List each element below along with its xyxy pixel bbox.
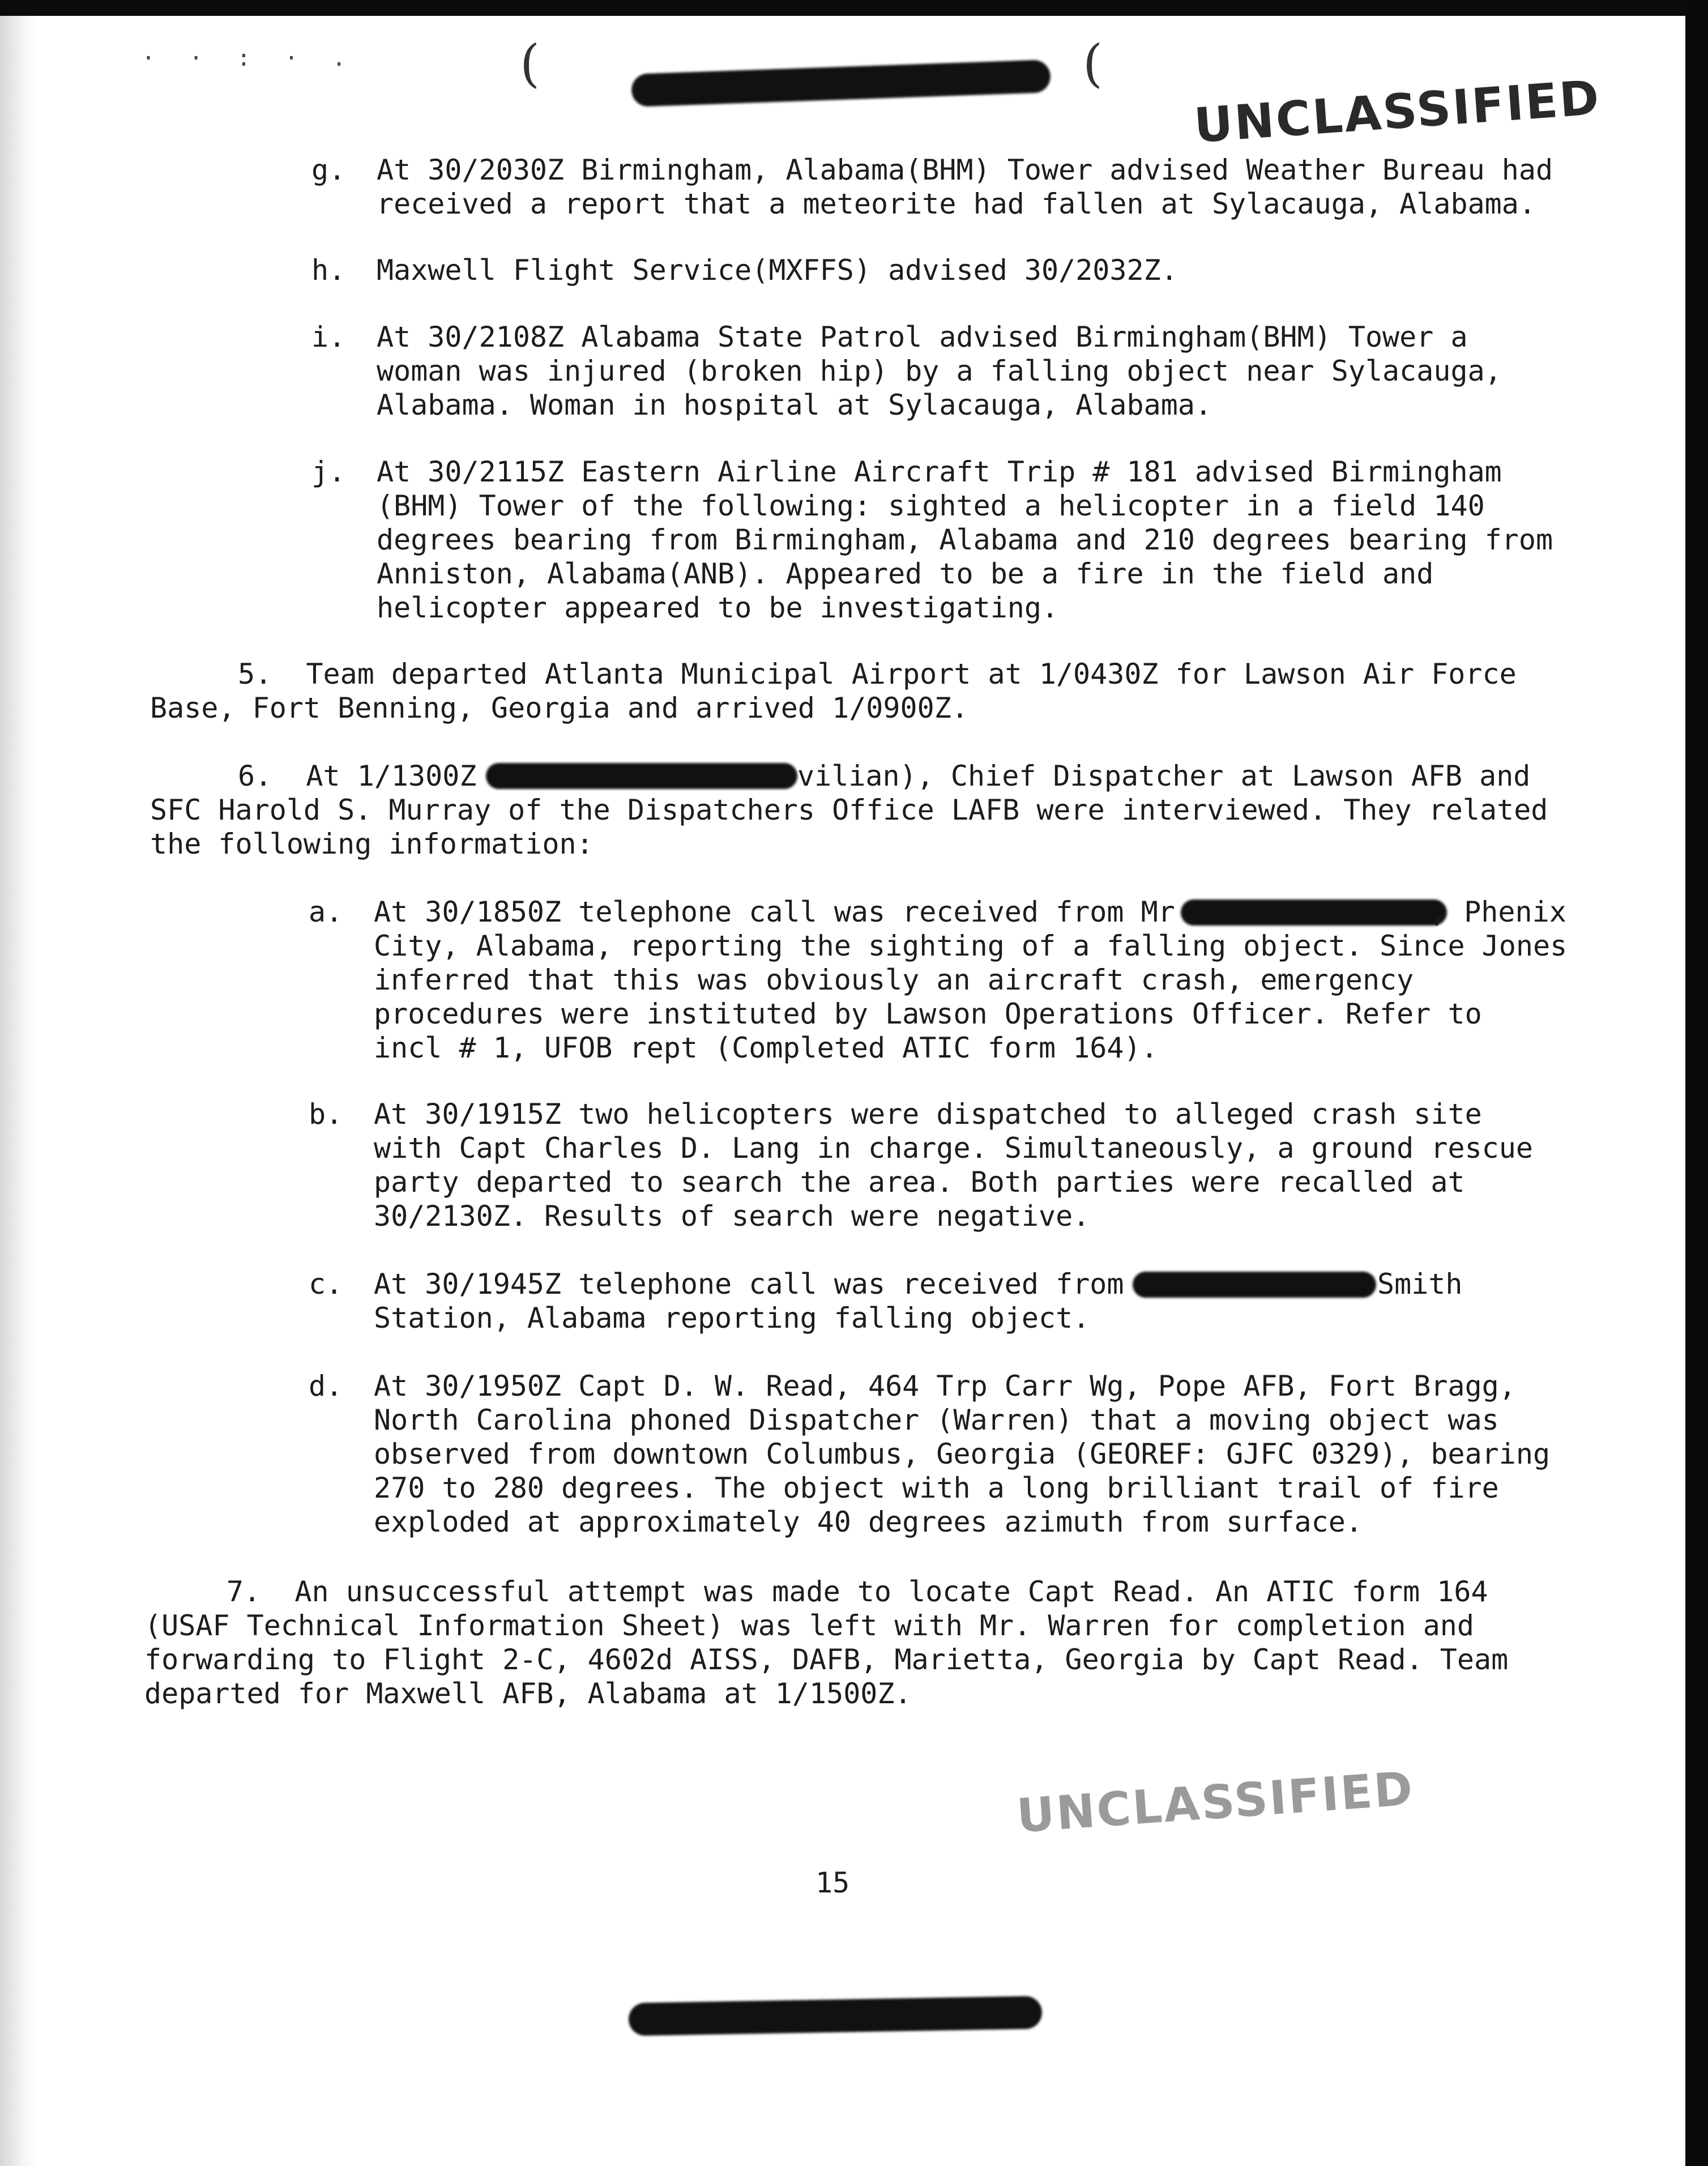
- scan-left-shadow: [0, 16, 40, 2166]
- item-6d-line-2: North Carolina phoned Dispatcher (Warren) that a moving object was: [374, 1404, 1499, 1436]
- item-j-line-3: degrees bearing from Birmingham, Alabama and 210 degrees bearing from: [377, 523, 1553, 556]
- item-i-label: i.: [311, 321, 346, 353]
- item-6a-line-3: inferred that this was obviously an aircraft crash, emergency: [374, 963, 1414, 996]
- para-7-line-1: 7. An unsuccessful attempt was made to locate Capt Read. An ATIC form 164: [227, 1575, 1488, 1608]
- item-6b-line-4: 30/2130Z. Results of search were negative.: [374, 1200, 1090, 1233]
- item-h-line-1: Maxwell Flight Service(MXFFS) advised 30/2032Z.: [377, 254, 1178, 287]
- page-number: 15: [815, 1866, 850, 1899]
- para-6-line-1-start: 6. At 1/1300Z: [238, 760, 477, 792]
- item-i-line-2: woman was injured (broken hip) by a falling object near Sylacauga,: [377, 355, 1502, 387]
- item-6b-line-3: party departed to search the area. Both parties were recalled at: [374, 1166, 1465, 1199]
- item-6b-line-2: with Capt Charles D. Lang in charge. Simultaneously, a ground rescue: [374, 1132, 1533, 1165]
- item-6c-name-redaction: [1133, 1272, 1376, 1298]
- para-6-line-2: SFC Harold S. Murray of the Dispatchers Office LAFB were interviewed. They related: [150, 794, 1548, 826]
- item-6a-line-1-start: At 30/1850Z telephone call was received from Mr: [374, 896, 1175, 928]
- scan-right-border: [1685, 0, 1708, 2166]
- para-7-line-2: (USAF Technical Information Sheet) was left with Mr. Warren for completion and: [144, 1609, 1474, 1642]
- item-6b-line-1: At 30/1915Z two helicopters were dispatched to alleged crash site: [374, 1098, 1482, 1131]
- item-6d-line-5: exploded at approximately 40 degrees azimuth from surface.: [374, 1506, 1363, 1538]
- item-6a-line-1-end: , Phenix: [1430, 896, 1566, 928]
- item-j-line-5: helicopter appeared to be investigating.: [377, 591, 1059, 624]
- stamp-unclassified-bottom: UNCLASSIFIED: [1015, 1762, 1416, 1844]
- scan-specks: · · : · .: [142, 45, 356, 71]
- para-7-line-4: departed for Maxwell AFB, Alabama at 1/1500Z.: [144, 1677, 912, 1710]
- item-j-label: j.: [311, 455, 346, 488]
- item-6c-line-1-end: Smith: [1377, 1268, 1463, 1301]
- para-6-line-3: the following information:: [150, 828, 593, 860]
- top-left-paren: (: [520, 34, 540, 93]
- item-j-line-2: (BHM) Tower of the following: sighted a helicopter in a field 140: [377, 489, 1485, 522]
- item-g-line-2: received a report that a meteorite had fallen at Sylacauga, Alabama.: [377, 187, 1536, 220]
- top-classification-redaction: [631, 59, 1051, 107]
- item-6d-label: d.: [309, 1370, 343, 1402]
- para-7-line-3: forwarding to Flight 2-C, 4602d AISS, DAFB, Marietta, Georgia by Capt Read. Team: [144, 1643, 1509, 1676]
- item-6d-line-1: At 30/1950Z Capt D. W. Read, 464 Trp Carr Wg, Pope AFB, Fort Bragg,: [374, 1370, 1516, 1402]
- item-6a-line-4: procedures were instituted by Lawson Operations Officer. Refer to: [374, 997, 1482, 1030]
- item-i-line-3: Alabama. Woman in hospital at Sylacauga, Alabama.: [377, 389, 1212, 421]
- item-6c-line-1-start: At 30/1945Z telephone call was received from: [374, 1268, 1124, 1301]
- para-6-line-1-end: vilian), Chief Dispatcher at Lawson AFB and: [797, 760, 1531, 792]
- item-j-line-4: Anniston, Alabama(ANB). Appeared to be a fire in the field and: [377, 557, 1434, 590]
- item-j-line-1: At 30/2115Z Eastern Airline Aircraft Trip # 181 advised Birmingham: [377, 455, 1502, 488]
- item-6c-label: c.: [309, 1268, 343, 1301]
- item-i-line-1: At 30/2108Z Alabama State Patrol advised Birmingham(BHM) Tower a: [377, 321, 1468, 353]
- item-6a-line-5: incl # 1, UFOB rept (Completed ATIC form 164).: [374, 1031, 1158, 1064]
- item-6a-label: a.: [309, 896, 343, 928]
- item-h-label: h.: [311, 254, 346, 287]
- item-g-label: g.: [311, 154, 346, 186]
- item-6b-label: b.: [309, 1098, 343, 1131]
- bottom-classification-redaction: [629, 1996, 1043, 2036]
- item-6d-line-3: observed from downtown Columbus, Georgia (GEOREF: GJFC 0329), bearing: [374, 1438, 1551, 1470]
- top-right-paren: (: [1083, 34, 1103, 93]
- item-6a-name-redaction: [1181, 899, 1447, 926]
- para-5-line-2: Base, Fort Benning, Georgia and arrived 1/0900Z.: [150, 692, 968, 724]
- para-6-name-redaction: [486, 763, 797, 789]
- item-g-line-1: At 30/2030Z Birmingham, Alabama(BHM) Tower advised Weather Bureau had: [377, 154, 1553, 186]
- para-5-line-1: 5. Team departed Atlanta Municipal Airport at 1/0430Z for Lawson Air Force: [238, 658, 1517, 690]
- scan-top-border: [0, 0, 1708, 16]
- item-6a-line-2: City, Alabama, reporting the sighting of a falling object. Since Jones: [374, 929, 1568, 962]
- stamp-unclassified-top: UNCLASSIFIED: [1192, 70, 1603, 154]
- item-6c-line-2: Station, Alabama reporting falling object.: [374, 1302, 1090, 1334]
- item-6d-line-4: 270 to 280 degrees. The object with a long brilliant trail of fire: [374, 1472, 1499, 1504]
